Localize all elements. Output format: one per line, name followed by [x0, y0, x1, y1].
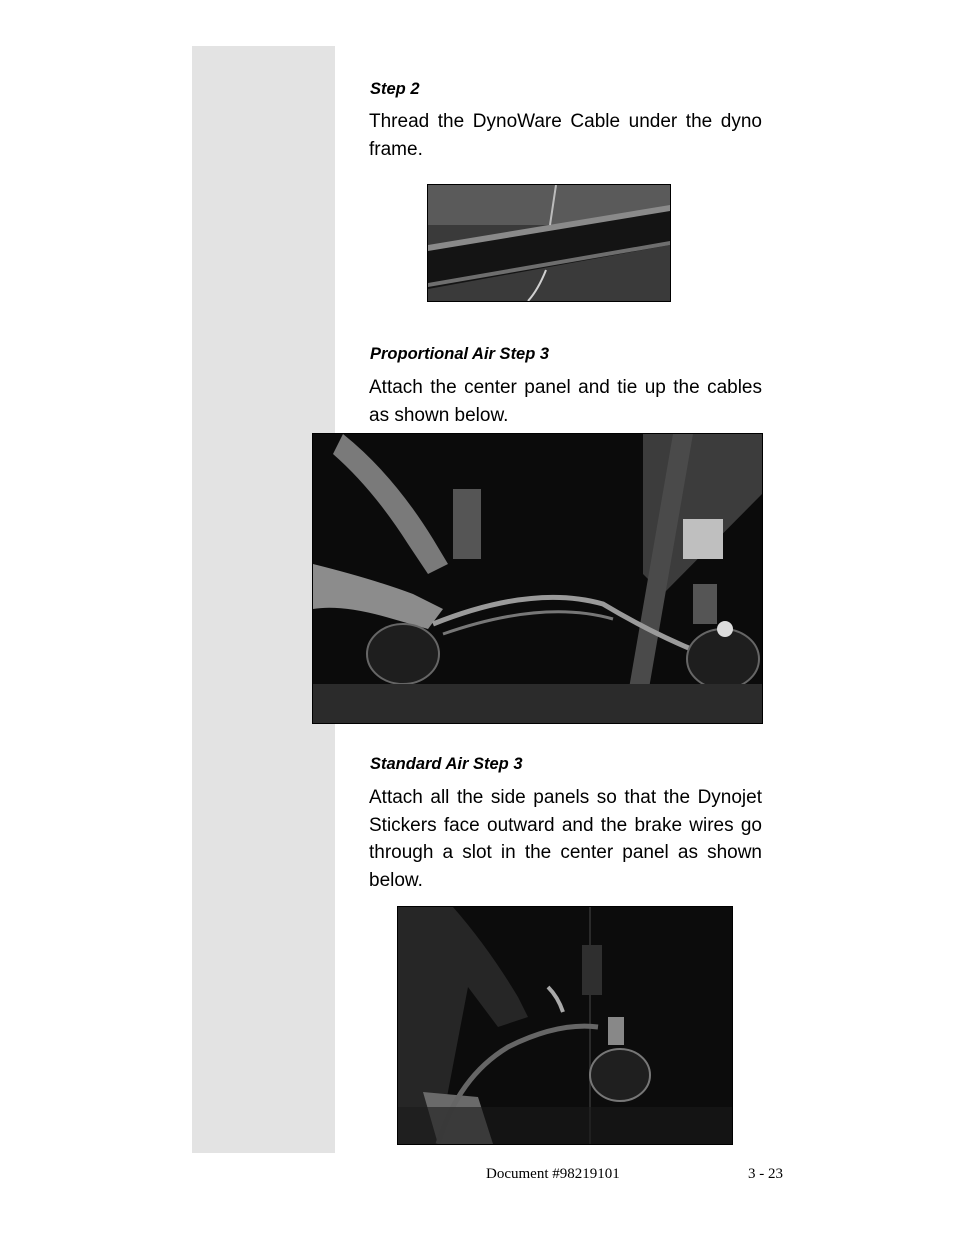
photo-drawing	[398, 907, 732, 1144]
section-text-standard-air: Attach all the side panels so that the Dynojet Stickers face outward and the brake wires go through a slot in the center panel as shown below.	[369, 787, 762, 891]
side-panels-brake-wires-photo	[397, 906, 733, 1145]
cable-under-frame-photo	[427, 184, 671, 302]
section-text-step-2: Thread the DynoWare Cable under the dyno frame.	[369, 111, 762, 160]
center-panel-cables-photo	[312, 433, 763, 724]
section-text-proportional-air: Attach the center panel and tie up the cables as shown below.	[369, 377, 762, 426]
photo-drawing	[428, 185, 670, 301]
section-heading-proportional-air: Proportional Air Step 3	[370, 345, 550, 363]
section-heading-standard-air: Standard Air Step 3	[370, 755, 523, 773]
photo-drawing	[313, 434, 762, 723]
footer-page-number: 3 - 23	[748, 1166, 783, 1182]
footer-document-number: Document #98219101	[486, 1166, 620, 1182]
section-heading-step-2: Step 2	[370, 80, 420, 98]
